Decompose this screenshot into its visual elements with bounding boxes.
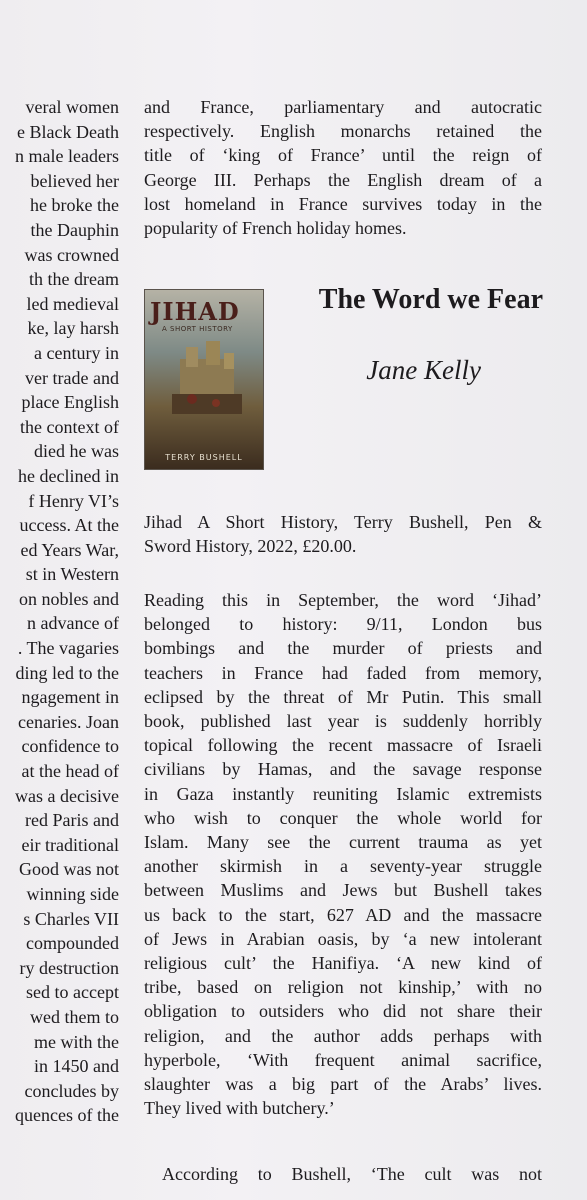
left-column-line: uccess. At the — [19, 515, 119, 536]
left-column-line: Good was not — [19, 859, 119, 880]
left-column-line: wed them to — [30, 1006, 119, 1027]
book-cover — [144, 289, 264, 470]
left-column-line: confidence to — [21, 736, 119, 757]
top-paragraph-line: and France, parliamentary and autocratic — [144, 97, 542, 117]
left-column-line: me with the — [34, 1031, 119, 1052]
left-column-line: concludes by — [24, 1080, 119, 1101]
review-body-line: Islam. Many see the current trauma as yet — [144, 832, 542, 853]
left-column-line: was a decisive — [15, 785, 119, 806]
left-column-text — [0, 95, 119, 1153]
top-paragraph-line: lost homeland in France survives today in the — [144, 193, 542, 214]
left-column-line — [0, 1128, 119, 1153]
review-next-line: According to Bushell, ‘The cult was not — [162, 1164, 542, 1184]
review-body-line: us back to the start, 627 AD and the massacre — [144, 904, 542, 925]
left-column-line: n male leaders — [15, 146, 119, 167]
top-paragraph — [144, 95, 542, 240]
review-body-line: religious cult’ the Hanifiya. ‘A new kind of — [144, 953, 542, 974]
review-body-line: hyperbole, ‘With frequent animal sacrifice, — [144, 1049, 542, 1070]
left-column-line: at the head of — [21, 761, 119, 782]
left-column-line: n advance of — [27, 613, 119, 634]
review-body-line: bombings and the murder of priests and — [144, 638, 542, 659]
left-column-line: compounded — [26, 933, 119, 954]
review-body-line: belonged to history: 9/11, London bus — [144, 614, 542, 635]
left-column-line: ver trade and — [25, 367, 119, 388]
left-column-line: e Black Death — [17, 121, 119, 142]
review-author: Jane Kelly — [366, 355, 481, 385]
review-body-line: who wish to conquer the whole world for — [144, 807, 542, 828]
left-column-line: the Dauphin — [30, 219, 119, 240]
left-column-line: s Charles VII — [23, 908, 119, 929]
review-body-line: between Muslims and Jews but Bushell takes — [144, 880, 542, 901]
left-column-line: st in Western — [25, 564, 119, 585]
left-column-line: on nobles and — [19, 588, 119, 609]
review-body-line: slaughter was a big part of the Arabs’ lives. — [144, 1074, 542, 1095]
left-column-line: f Henry VI’s — [28, 490, 119, 511]
citation-line: Sword History, 2022, £20.00. — [144, 536, 357, 557]
left-column-line: winning side — [26, 884, 119, 904]
left-column-line: cenaries. Joan — [18, 711, 119, 732]
left-column-line: he broke the — [30, 195, 119, 216]
top-paragraph-line: popularity of French holiday homes. — [144, 218, 407, 239]
review-body — [144, 588, 542, 1120]
citation-line: Jihad A Short History, Terry Bushell, Pen & — [144, 512, 542, 532]
cover-subtitle: A SHORT HISTORY — [162, 325, 233, 333]
review-title: The Word we Fear — [318, 284, 543, 315]
left-column-line: died he was — [34, 441, 119, 462]
review-body-line: Reading this in September, the word ‘Jihad’ — [144, 590, 542, 610]
left-column-line: veral women — [25, 97, 119, 117]
left-column-line: the context of — [20, 416, 119, 437]
review-body-line: tribe, based on religion not kinship,’ with no — [144, 977, 542, 998]
review-body-line: another skirmish in a seventy-year struggle — [144, 856, 542, 877]
top-paragraph-line: George III. Perhaps the English dream of a — [144, 169, 542, 190]
left-column-line: a century in — [34, 342, 119, 363]
review-next-paragraph — [144, 1162, 542, 1186]
left-column-line: . The vagaries — [17, 638, 119, 659]
review-body-line: of Jews in Arabian oasis, by ‘a new intolerant — [144, 928, 542, 949]
cover-illustration — [172, 339, 242, 414]
left-column-line: ding led to the — [15, 662, 119, 683]
top-paragraph-line: title of ‘king of France’ until the reign of — [144, 145, 542, 166]
left-column-line: ke, lay harsh — [27, 318, 119, 339]
left-column-line: place English — [21, 392, 119, 413]
review-body-line: book, published last year is suddenly horribly — [144, 711, 542, 732]
left-column-line: th the dream — [29, 269, 119, 290]
top-paragraph-line: respectively. English monarchs retained the — [144, 121, 542, 142]
left-column-line: was crowned — [24, 244, 119, 265]
review-body-line: obligation to outsiders who did not share their — [144, 1001, 542, 1022]
left-column-line: eir traditional — [21, 834, 119, 855]
left-column-line: believed her — [30, 170, 119, 191]
left-column-line: ry destruction — [19, 957, 119, 978]
review-body-line: eclipsed by the threat of Mr Putin. This small — [144, 686, 542, 707]
book-citation — [144, 510, 542, 558]
left-column-line: led medieval — [26, 293, 119, 314]
left-column-line: sed to accept — [26, 982, 119, 1003]
review-body-line: topical following the recent massacre of Israeli — [144, 735, 542, 756]
left-column-line: he declined in — [18, 465, 119, 486]
review-body-line: in Gaza instantly reuniting Islamic extremists — [144, 783, 542, 804]
left-column-line: red Paris and — [25, 810, 119, 831]
review-body-line: teachers in France had faded from memory, — [144, 662, 542, 683]
left-column-line: quences of the — [15, 1105, 119, 1126]
review-body-line: civilians by Hamas, and the savage response — [144, 759, 542, 780]
left-column-line: ed Years War, — [20, 539, 119, 560]
review-body-line: religion, and the author adds perhaps with — [144, 1025, 542, 1046]
cover-author: TERRY BUSHELL — [165, 453, 243, 462]
cover-title: JIHAD — [150, 297, 240, 326]
review-body-line: They lived with butchery.’ — [144, 1098, 335, 1119]
left-column-line: ngagement in — [21, 687, 119, 708]
left-column-line: in 1450 and — [34, 1056, 119, 1077]
